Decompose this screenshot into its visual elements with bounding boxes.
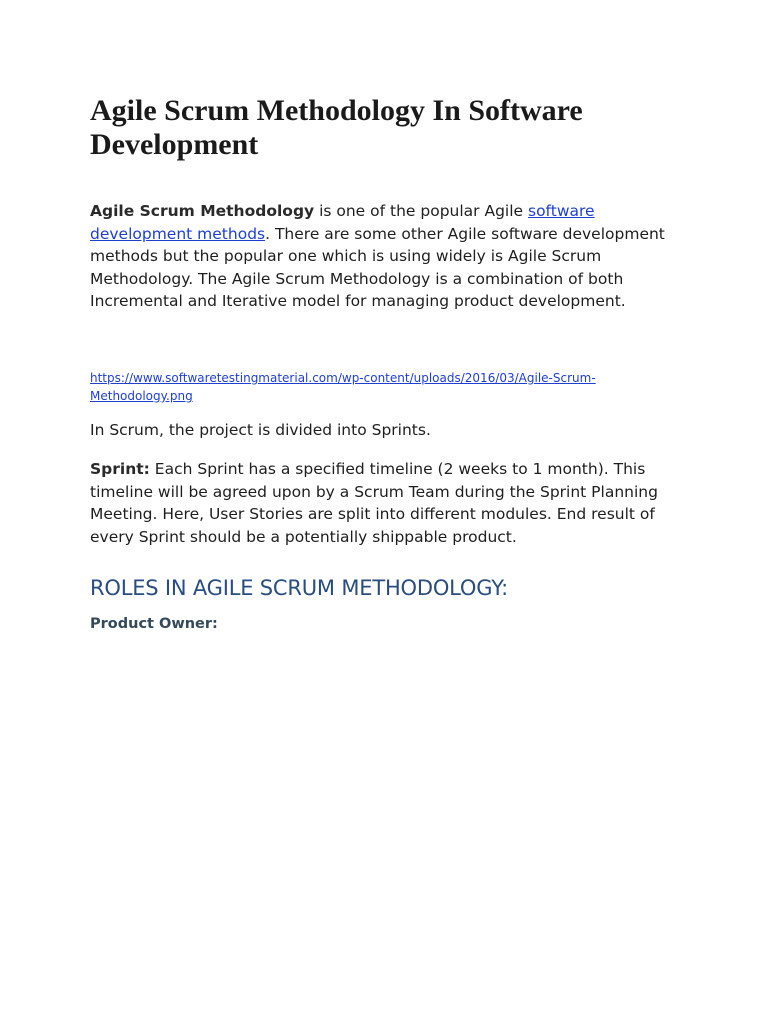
sprint-paragraph (90, 458, 680, 548)
sprint-text: Each Sprint has a specified timeline (2 weeks to 1 month). This timeline will be agreed upon by a Scrum Team during the Sprint Planning Meeting. Here, User Stories are split into different modules. End result of every Sprint should be a potentially shippable product. (90, 460, 658, 546)
image-url-paragraph (90, 369, 680, 405)
software-development-methods-link[interactable]: software development methods (90, 202, 595, 243)
product-owner-heading: Product Owner: (90, 616, 218, 632)
document-title: Agile Scrum Methodology In Software Development (90, 94, 583, 161)
sprint-lead: Sprint: (90, 460, 150, 478)
intro-text-before-link: is one of the popular Agile (314, 202, 528, 220)
intro-text-after-link: . There are some other Agile software development methods but the popular one which is using widely is Agile Scrum Methodology. The Agile Scrum Methodology is a combination of both Incremental and Iterative model for managing product development. (90, 224, 665, 310)
intro-lead: Agile Scrum Methodology (90, 202, 315, 220)
intro-paragraph (90, 200, 680, 313)
sprints-sentence: In Scrum, the project is divided into Sprints. (90, 421, 431, 439)
roles-heading: ROLES IN AGILE SCRUM METHODOLOGY: (90, 576, 508, 600)
image-url-link[interactable]: https://www.softwaretestingmaterial.com/wp-content/uploads/2016/03/Agile-Scrum-Methodology.png (90, 371, 596, 403)
